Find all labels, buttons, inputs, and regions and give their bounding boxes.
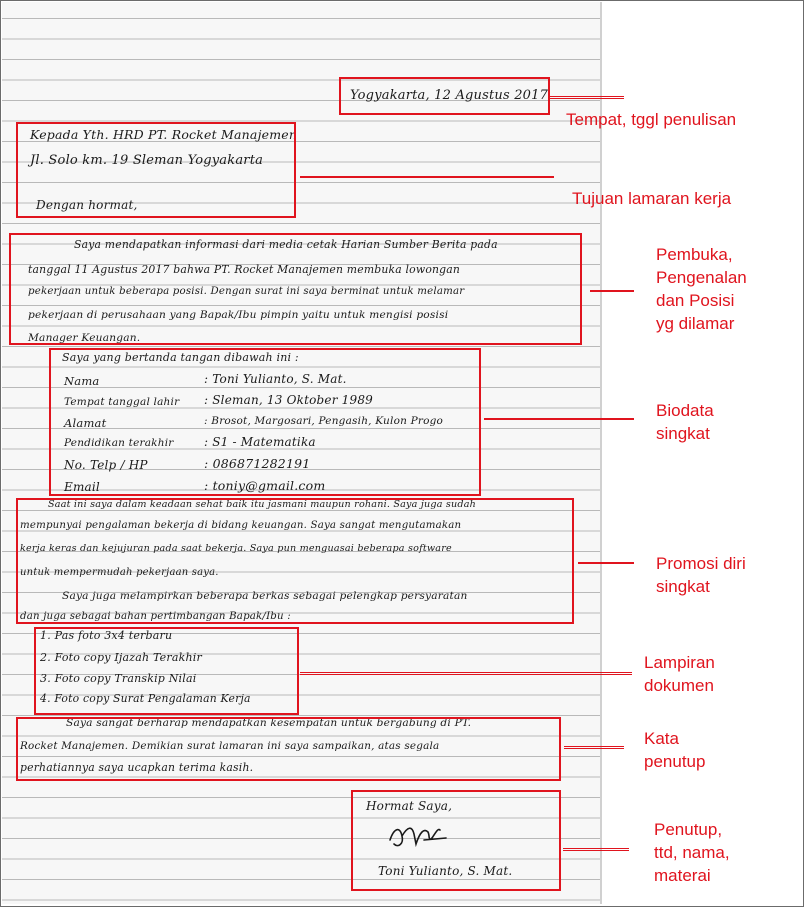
biodata-label-birth: Tempat tanggal lahir bbox=[64, 396, 180, 408]
label-attachments-line-2: dokumen bbox=[644, 676, 714, 695]
closing-line-2: Rocket Manajemen. Demikian surat lamaran ini saya sampaikan, atas segala bbox=[20, 740, 440, 752]
connector-place-date bbox=[550, 96, 624, 99]
connector-recipient bbox=[300, 176, 554, 178]
recipient-line-2: Jl. Solo km. 19 Sleman Yogyakarta bbox=[30, 153, 264, 168]
promotion-line-5: Saya juga melampirkan beberapa berkas sebagai pelengkap persyaratan bbox=[62, 590, 468, 602]
attachment-2: 2. Foto copy Ijazah Terakhir bbox=[40, 651, 202, 664]
attachment-4: 4. Foto copy Surat Pengalaman Kerja bbox=[40, 692, 251, 705]
box-place-date bbox=[339, 77, 550, 115]
opening-line-1: Saya mendapatkan informasi dari media cetak Harian Sumber Berita pada bbox=[74, 238, 498, 251]
opening-line-5: Manager Keuangan. bbox=[28, 332, 141, 344]
biodata-label-email: Email bbox=[64, 480, 100, 494]
label-recipient bbox=[572, 187, 731, 210]
promotion-line-1: Saat ini saya dalam keadaan sehat baik itu jasmani maupun rohani. Saya juga sudah bbox=[48, 499, 477, 510]
label-biodata-line-1: Biodata bbox=[656, 401, 714, 420]
label-closing-line-1: Kata bbox=[644, 729, 679, 748]
biodata-value-education: : S1 - Matematika bbox=[204, 435, 316, 449]
promotion-line-6: dan juga sebagai bahan pertimbangan Bapak/Ibu : bbox=[20, 611, 291, 622]
biodata-label-education: Pendidikan terakhir bbox=[64, 437, 174, 449]
biodata-value-email: : toniy@gmail.com bbox=[204, 478, 326, 493]
connector-opening bbox=[590, 290, 634, 292]
label-attachments bbox=[644, 651, 715, 697]
label-opening-line-1: Pembuka, bbox=[656, 245, 733, 264]
label-place-date bbox=[566, 108, 736, 131]
opening-line-4: pekerjaan di perusahaan yang Bapak/Ibu pimpin yaitu untuk mengisi posisi bbox=[28, 309, 449, 321]
label-biodata-line-2: singkat bbox=[656, 424, 710, 443]
promotion-line-4: untuk mempermudah pekerjaan saya. bbox=[20, 567, 219, 578]
box-opening bbox=[9, 233, 582, 345]
biodata-label-phone: No. Telp / HP bbox=[64, 458, 148, 472]
label-attachments-line-1: Lampiran bbox=[644, 653, 715, 672]
label-opening-line-4: yg dilamar bbox=[656, 314, 735, 333]
label-biodata bbox=[656, 399, 714, 445]
box-promotion bbox=[16, 498, 574, 624]
connector-closing bbox=[564, 746, 624, 749]
promotion-line-2: mempunyai pengalaman bekerja di bidang keuangan. Saya sangat mengutamakan bbox=[20, 520, 462, 531]
signature-salutation: Hormat Saya, bbox=[366, 799, 453, 813]
opening-line-3: pekerjaan untuk beberapa posisi. Dengan surat ini saya berminat untuk melamar bbox=[28, 286, 465, 297]
biodata-label-name: Nama bbox=[64, 374, 100, 388]
place-date: Yogyakarta, 12 Agustus 2017 bbox=[350, 88, 549, 103]
label-promotion bbox=[656, 552, 746, 598]
closing-line-3: perhatiannya saya ucapkan terima kasih. bbox=[20, 761, 254, 774]
attachment-1: 1. Pas foto 3x4 terbaru bbox=[40, 629, 173, 642]
greeting: Dengan hormat, bbox=[36, 198, 138, 212]
recipient-line-1: Kepada Yth. HRD PT. Rocket Manajemen bbox=[30, 127, 298, 142]
connector-attachments bbox=[300, 672, 632, 675]
biodata-intro: Saya yang bertanda tangan dibawah ini : bbox=[62, 351, 299, 364]
connector-promotion bbox=[578, 562, 634, 564]
label-signature-line-2: ttd, nama, bbox=[654, 843, 730, 862]
box-recipient bbox=[16, 122, 296, 218]
label-signature-line-1: Penutup, bbox=[654, 820, 723, 839]
box-signature bbox=[351, 790, 561, 891]
connector-biodata bbox=[484, 418, 634, 420]
biodata-value-address: : Brosot, Margosari, Pengasih, Kulon Progo bbox=[204, 415, 444, 427]
box-biodata bbox=[49, 348, 481, 496]
biodata-label-address: Alamat bbox=[64, 416, 107, 430]
opening-line-2: tanggal 11 Agustus 2017 bahwa PT. Rocket Manajemen membuka lowongan bbox=[28, 263, 461, 276]
label-opening bbox=[656, 243, 747, 335]
box-attachments bbox=[34, 627, 299, 715]
biodata-value-name: : Toni Yulianto, S. Mat. bbox=[204, 372, 347, 386]
label-promotion-line-1: Promosi diri bbox=[656, 554, 746, 573]
promotion-line-3: kerja keras dan kejujuran pada saat bekerja. Saya pun menguasai beberapa software bbox=[20, 543, 452, 554]
label-place-date-line-1: Tempat, tggl penulisan bbox=[566, 110, 737, 129]
biodata-value-birth: : Sleman, 13 Oktober 1989 bbox=[204, 393, 374, 407]
connector-signature bbox=[563, 848, 629, 851]
label-closing-line-2: penutup bbox=[644, 752, 706, 771]
label-promotion-line-2: singkat bbox=[656, 577, 710, 596]
label-opening-line-3: dan Posisi bbox=[656, 291, 735, 310]
signature-name: Toni Yulianto, S. Mat. bbox=[378, 864, 513, 878]
attachment-3: 3. Foto copy Transkip Nilai bbox=[40, 672, 197, 685]
label-recipient-line-1: Tujuan lamaran kerja bbox=[572, 189, 732, 208]
label-opening-line-2: Pengenalan bbox=[656, 268, 747, 287]
label-signature bbox=[654, 818, 730, 887]
label-signature-line-3: materai bbox=[654, 866, 711, 885]
biodata-value-phone: : 086871282191 bbox=[204, 456, 311, 471]
label-closing bbox=[644, 727, 705, 773]
box-closing bbox=[16, 717, 561, 781]
closing-line-1: Saya sangat berharap mendapatkan kesempatan untuk bergabung di PT. bbox=[66, 717, 472, 729]
